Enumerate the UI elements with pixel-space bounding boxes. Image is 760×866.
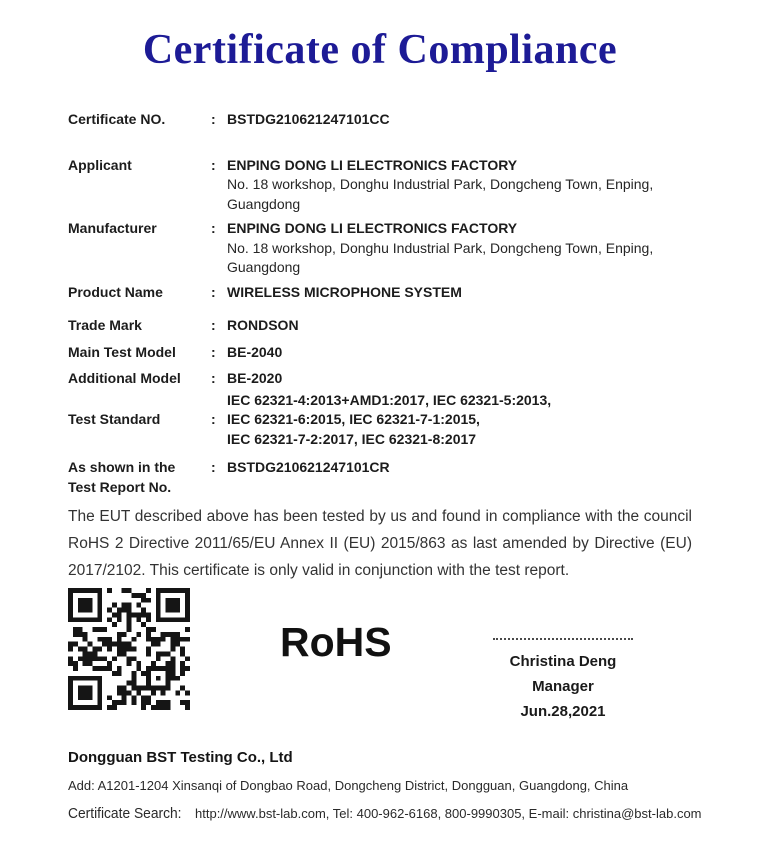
manufacturer-address-line2: Guangdong (227, 259, 301, 275)
field-test-report-no (68, 458, 692, 497)
field-value: BSTDG210621247101CR (227, 459, 390, 475)
field-label: Applicant (68, 156, 132, 173)
certificate-search-line (68, 805, 702, 822)
compliance-statement: The EUT described above has been tested by us and found in compliance with the council RoHS 2 Directive 2011/65/EU Annex II (EU) 2015/863 as last amended by Directive (EU) 2017/2102. This certificate is only valid in conjunction with the test report. (68, 508, 692, 579)
field-trade-mark (68, 316, 692, 336)
signature-dotted-line (493, 638, 633, 640)
applicant-name: ENPING DONG LI ELECTRONICS FACTORY (227, 156, 518, 173)
field-product-name (68, 283, 692, 303)
field-value (227, 156, 692, 215)
field-manufacturer (68, 219, 692, 278)
page-title: Certificate of Compliance (142, 27, 618, 73)
stamp-section (68, 588, 692, 724)
qr-code-icon (68, 588, 190, 710)
signature-block (474, 588, 652, 724)
applicant-address-line2: Guangdong (227, 195, 301, 212)
test-standard-line1: IEC 62321-4:2013+AMD1:2017, IEC 62321-5:2013, (227, 391, 552, 408)
separator: : (211, 156, 216, 173)
certificate-search-label: Certificate Search: (68, 805, 182, 822)
test-report-label-line1: As shown in the (68, 459, 176, 475)
field-label: Test Standard (68, 411, 161, 427)
manufacturer-address-line1: No. 18 workshop, Donghu Industrial Park, Dongcheng Town, Enping, (227, 239, 654, 256)
field-additional-model (68, 369, 692, 389)
separator: : (211, 459, 216, 475)
lab-company-name: Dongguan BST Testing Co., Ltd (68, 749, 293, 766)
rohs-mark: RoHS (280, 619, 392, 665)
signature-date: Jun.28,2021 (520, 703, 606, 720)
field-label (68, 458, 211, 497)
field-value: BE-2020 (227, 370, 283, 386)
separator: : (211, 343, 216, 360)
field-label: Manufacturer (68, 220, 157, 236)
field-applicant (68, 156, 692, 215)
field-value (227, 219, 692, 278)
field-value: BSTDG210621247101CC (227, 111, 390, 127)
footer (68, 748, 702, 822)
field-main-test-model (68, 343, 692, 363)
separator: : (211, 220, 216, 236)
test-standard-line2: IEC 62321-6:2015, IEC 62321-7-1:2015, (227, 411, 480, 427)
field-value: WIRELESS MICROPHONE SYSTEM (227, 283, 462, 300)
test-standard-line3: IEC 62321-7-2:2017, IEC 62321-8:2017 (227, 430, 477, 447)
field-label: Certificate NO. (68, 111, 166, 127)
separator: : (211, 111, 216, 127)
field-label: Product Name (68, 283, 163, 300)
applicant-address-line1: No. 18 workshop, Donghu Industrial Park, Dongcheng Town, Enping, (227, 176, 654, 192)
field-certificate-no (68, 110, 692, 130)
separator: : (211, 317, 216, 333)
signatory-name: Christina Deng (509, 653, 617, 670)
separator: : (211, 411, 216, 427)
separator: : (211, 370, 216, 386)
field-label: Additional Model (68, 370, 181, 386)
field-value (227, 391, 692, 450)
certificate-search-value: http://www.bst-lab.com, Tel: 400-962-6168, 800-9990305, E-mail: christina@bst-lab.com (195, 806, 702, 821)
field-value: RONDSON (227, 317, 299, 333)
test-report-label-line2: Test Report No. (68, 478, 172, 495)
signatory-title: Manager (532, 678, 594, 695)
separator: : (211, 283, 216, 300)
field-label: Trade Mark (68, 317, 142, 333)
field-label: Main Test Model (68, 343, 176, 360)
field-value: BE-2040 (227, 343, 283, 360)
field-test-standard (68, 391, 692, 450)
manufacturer-name: ENPING DONG LI ELECTRONICS FACTORY (227, 220, 518, 236)
lab-address: Add: A1201-1204 Xinsanqi of Dongbao Road, Dongcheng District, Dongguan, Guangdong, China (68, 778, 629, 793)
